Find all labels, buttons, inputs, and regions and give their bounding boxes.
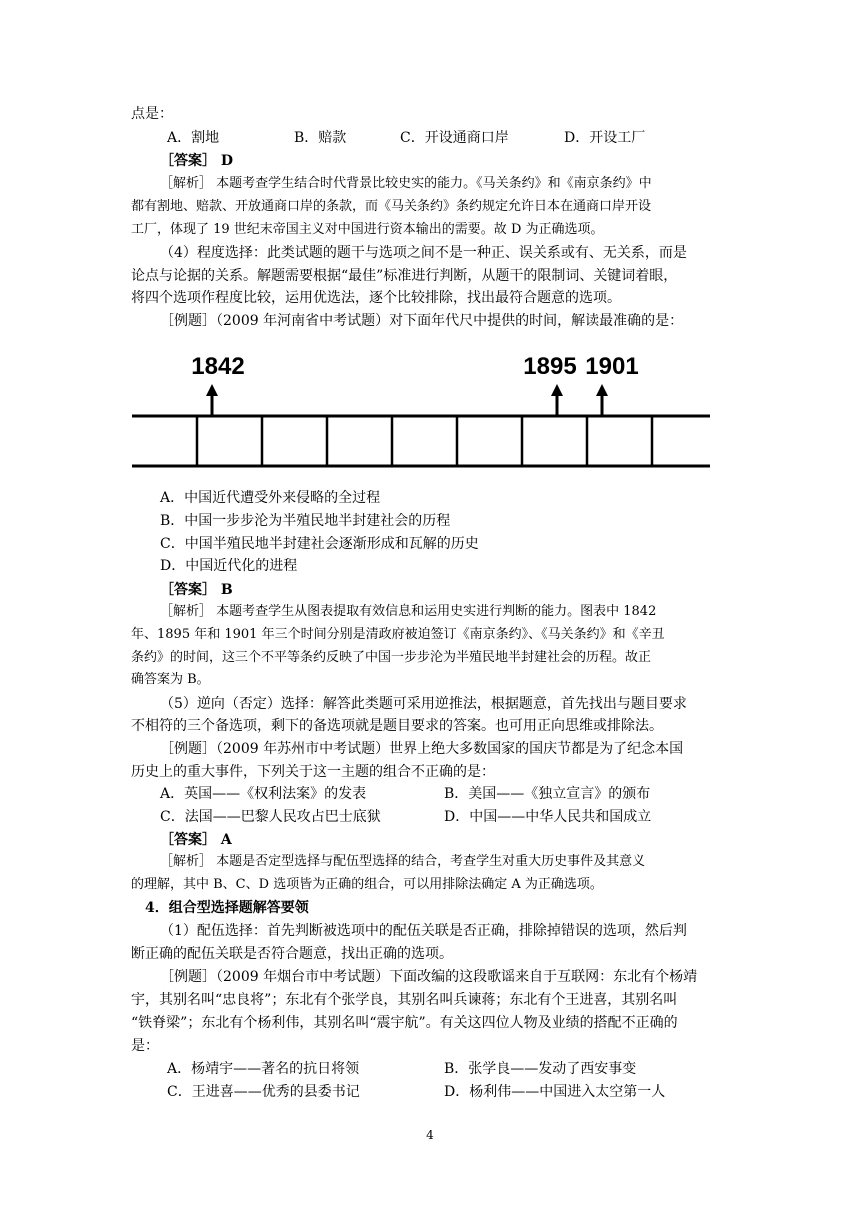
example-text: 历史上的重大事件，下列关于这一主题的组合不正确的是： <box>131 764 495 780</box>
analysis-line: ［解析］ 本题考查学生结合时代背景比较史实的能力。《马关条约》和《南京条约》中 <box>160 176 652 191</box>
analysis-line: 工厂，体现了 19 世纪末帝国主义对中国进行资本输出的需要。故 D 为正确选项。 <box>131 222 604 237</box>
analysis-line: ［解析］ 本题是否定型选择与配伍型选择的结合，考查学生对重大历史事件及其意义 <box>160 854 646 869</box>
lead-text: 点是： <box>131 106 173 122</box>
option-d: D．中国——中华人民共和国成立 <box>444 809 652 825</box>
analysis-line: 年、1895 年和 1901 年三个时间分别是清政府被迫签订《南京条约》、《马关条约》和《辛丑 <box>131 627 665 642</box>
option-a: A．中国近代遭受外来侵略的全过程 <box>160 490 381 506</box>
option-b: B．张学良——发动了西安事变 <box>444 1061 637 1077</box>
year-label-1901: 1901 <box>585 353 639 380</box>
option-b: B．中国一步步沦为半殖民地半封建社会的历程 <box>160 513 451 529</box>
year-label-1842: 1842 <box>191 353 245 380</box>
example-text: ［例题］（2009 年河南省中考试题）对下面年代尺中提供的时间，解读最准确的是： <box>160 313 684 329</box>
example-text: 宇，其别名叫“忠良将”；东北有个张学良，其别名叫兵谏蒋；东北有个王进喜，其别名叫 <box>131 992 678 1008</box>
option-c: C．王进喜——优秀的县委书记 <box>167 1084 360 1100</box>
option-c: C．中国半殖民地半封建社会逐渐形成和瓦解的历史 <box>160 536 479 552</box>
section-heading: 4．组合型选择题解答要领 <box>145 900 309 916</box>
analysis-line: 的理解，其中 B、C、D 选项皆为正确的组合，可以用排除法确定 A 为正确选项。 <box>131 877 603 892</box>
section-text: （1）配伍选择：首先判断被选项中的配伍关联是否正确，排除掉错误的选项，然后判 <box>160 923 687 939</box>
page-number: 4 <box>426 1128 434 1142</box>
timeline-figure <box>120 330 730 480</box>
option-a: A．英国——《权利法案》的发表 <box>160 786 367 802</box>
analysis-line: ［解析］ 本题考查学生从图表提取有效信息和运用史实进行判断的能力。图表中 1842 <box>160 604 657 619</box>
option-b: B．赔款 <box>294 130 347 146</box>
option-d: D．中国近代化的进程 <box>160 558 298 574</box>
section-text: 论点与论据的关系。解题需要根据“最佳”标准进行判断，从题干的限制词、关键词着眼， <box>131 268 678 284</box>
year-label-1895: 1895 <box>523 353 577 380</box>
answer: ［答案］ A <box>160 832 232 848</box>
option-a: A．割地 <box>167 130 220 146</box>
section-text: 将四个选项作程度比较，运用优选法，逐个比较排除，找出最符合题意的选项。 <box>131 290 621 306</box>
section-text: 断正确的配伍关联是否符合题意，找出正确的选项。 <box>131 946 453 962</box>
example-text: “铁脊梁”；东北有个杨利伟，其别名叫“震宇航”。有关这四位人物及业绩的搭配不正确的 <box>131 1015 678 1031</box>
option-c: C．开设通商口岸 <box>400 130 509 146</box>
analysis-line: 条约》的时间，这三个不平等条约反映了中国一步步沦为半殖民地半封建社会的历程。故正 <box>131 650 652 665</box>
analysis-line: 确答案为 B。 <box>131 672 210 687</box>
answer: ［答案］ B <box>160 582 233 598</box>
option-d: D．杨利伟——中国进入太空第一人 <box>444 1084 666 1100</box>
answer: ［答案］ D <box>160 153 234 169</box>
option-b: B．美国——《独立宣言》的颁布 <box>444 786 651 802</box>
section-text: （5）逆向（否定）选择：解答此类题可采用逆推法，根据题意，首先找出与题目要求 <box>160 696 687 712</box>
section-text: （4）程度选择：此类试题的题干与选项之间不是一种正、误关系或有、无关系，而是 <box>160 245 687 261</box>
example-text: ［例题］（2009 年苏州市中考试题）世界上绝大多数国家的国庆节都是为了纪念本国 <box>160 741 684 757</box>
analysis-line: 都有割地、赔款、开放通商口岸的条款，而《马关条约》条约规定允许日本在通商口岸开设 <box>131 199 652 214</box>
section-text: 不相符的三个备选项，剩下的备选项就是题目要求的答案。也可用正向思维或排除法。 <box>131 718 663 734</box>
example-text: ［例题］（2009 年烟台市中考试题）下面改编的这段歌谣来自于互联网：东北有个杨靖 <box>160 969 698 985</box>
option-d: D．开设工厂 <box>564 130 646 146</box>
option-c: C．法国——巴黎人民攻占巴士底狱 <box>160 809 381 825</box>
example-text: 是： <box>131 1038 159 1054</box>
option-a: A．杨靖宇——著名的抗日将领 <box>167 1061 360 1077</box>
